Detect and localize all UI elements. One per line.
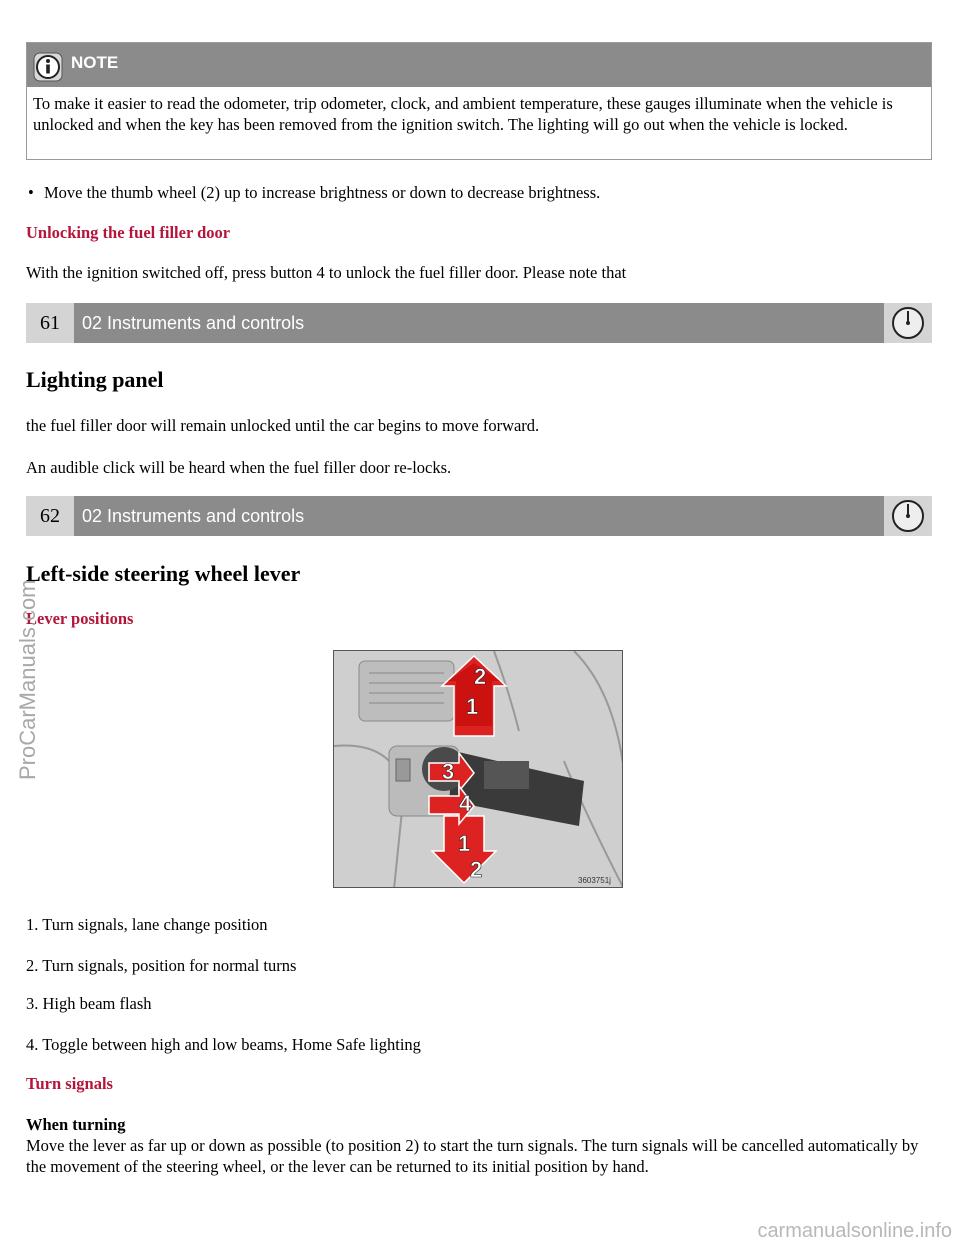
figure-label: 3 [442,759,455,784]
figure-label: 4 [459,791,472,816]
chapter-title: 02 Instruments and controls [82,313,305,333]
subhead-lever-positions: Lever positions [26,609,134,628]
note-text: To make it easier to read the odometer, trip odometer, clock, and ambient temperature, these gauges illuminate when the vehicle is unlocked and when the key has been removed from the ignition switch. The lighting will go out when the vehicle is locked. [33,94,893,135]
chapter-title: 02 Instruments and controls [82,506,305,526]
chapter-icon-box [884,496,932,536]
lever-illustration [333,650,623,888]
list-item [28,182,600,203]
chapter-bar-62 [26,496,932,536]
figure-label: 2 [474,664,487,689]
figure-code: 3603751j [578,876,611,885]
subhead-fuel-door: Unlocking the fuel filler door [26,223,231,242]
section-title-steering-lever: Left-side steering wheel lever [26,561,301,586]
info-icon [33,52,63,82]
gauge-icon [884,496,932,536]
lever-diagram [334,651,623,888]
page-number: 62 [26,496,74,536]
when-turning-label: When turning [26,1115,126,1134]
when-turning-text: Move the lever as far up or down as possible (to position 2) to start the turn signals. The turn signals will be cancelled automatically by the movement of the steering wheel, or the lever can be returned to its initial position by hand. [26,1136,919,1177]
footer-watermark: carmanualsonline.info [757,1220,952,1242]
section-title-lighting-panel: Lighting panel [26,367,164,392]
gauge-icon [884,303,932,343]
bullet-text: Move the thumb wheel (2) up to increase brightness or down to decrease brightness. [44,183,601,202]
position-item: 2. Turn signals, position for normal turns [26,956,297,975]
figure-label: 1 [466,694,479,719]
chapter-icon-box [884,303,932,343]
note-box [26,42,932,160]
note-title: NOTE [71,53,119,72]
figure-label: 2 [470,857,483,882]
page-number: 61 [26,303,74,343]
position-item: 4. Toggle between high and low beams, Home Safe lighting [26,1035,421,1054]
position-item: 3. High beam flash [26,994,152,1013]
note-header [27,43,931,87]
bullet-dot: • [28,183,34,202]
paragraph-unlocked: the fuel filler door will remain unlocked until the car begins to move forward. [26,416,540,435]
paragraph-fuel-door: With the ignition switched off, press button 4 to unlock the fuel filler door. Please note that [26,263,627,282]
air-vent [359,661,454,721]
position-item: 1. Turn signals, lane change position [26,915,268,934]
subhead-turn-signals: Turn signals [26,1074,113,1093]
paragraph-relock-click: An audible click will be heard when the fuel filler door re-locks. [26,458,452,477]
watermark: ProCarManuals.com [15,579,40,780]
chapter-bar-61 [26,303,932,343]
figure-label: 1 [458,831,471,856]
